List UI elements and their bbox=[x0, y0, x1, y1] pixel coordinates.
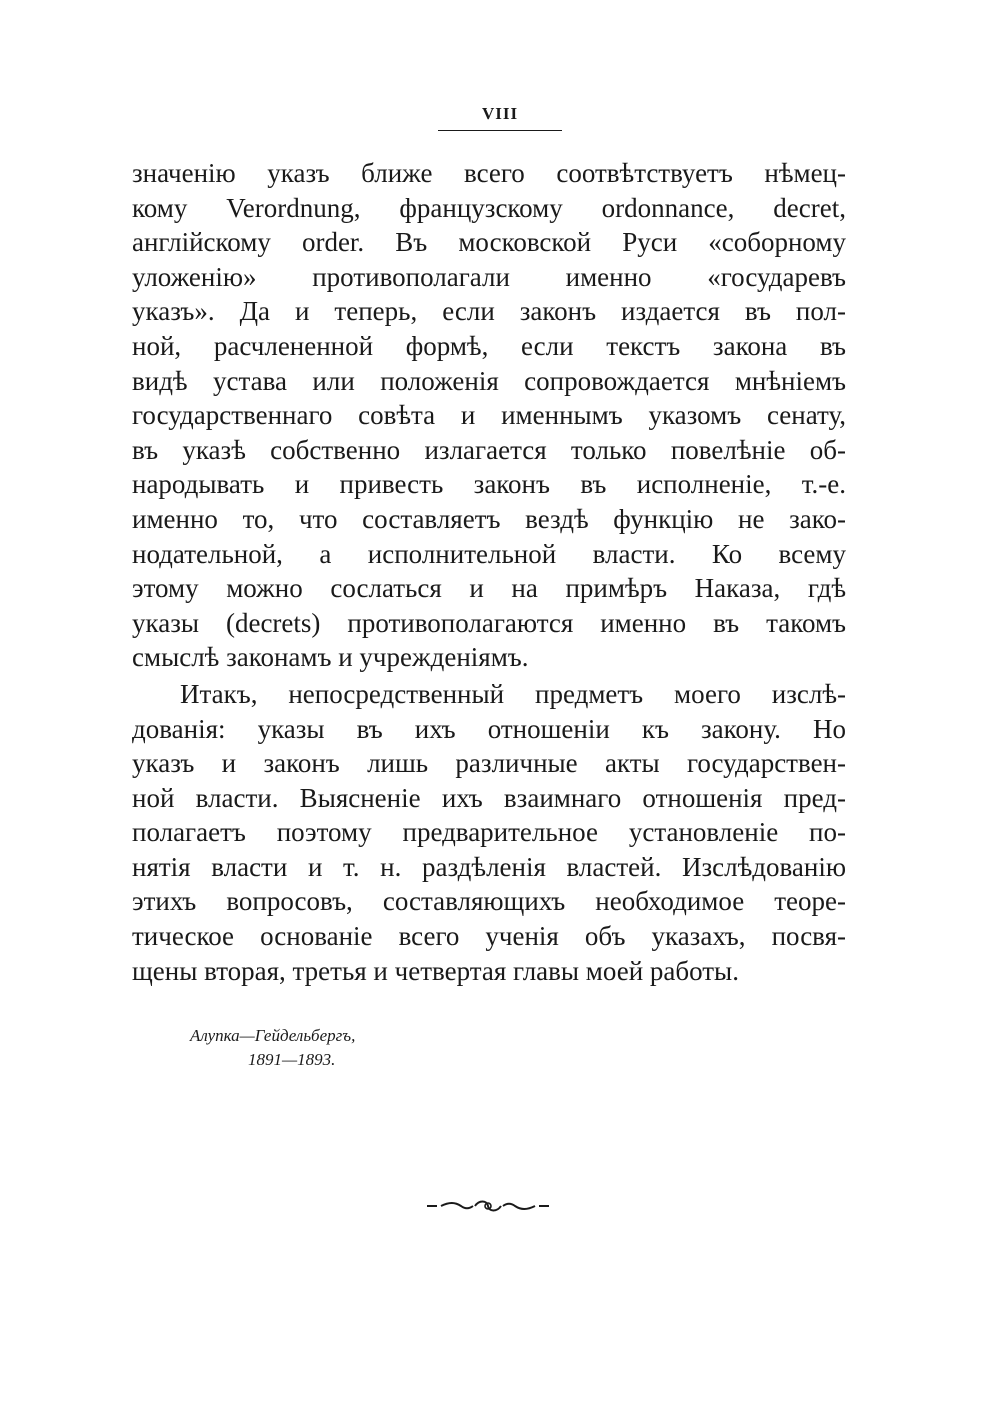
header-rule bbox=[438, 130, 562, 131]
text-line: нодательной, а исполнительной власти. Ко всему bbox=[132, 538, 846, 569]
text-line: видѣ устава или положенія сопровождается мнѣніемъ bbox=[132, 365, 846, 396]
body-text bbox=[132, 156, 846, 988]
text-line: кому Verordnung, французскому ordonnance, decret, bbox=[132, 192, 846, 223]
text-line: указы (decrets) противополагаются именно въ такомъ bbox=[132, 607, 846, 638]
text-line: народывать и привесть законъ въ исполненіе, т.-е. bbox=[132, 469, 846, 500]
text-line: значенію указъ ближе всего соотвѣтствуетъ нѣмец- bbox=[132, 158, 846, 188]
text-line: полагаетъ поэтому предварительное установленіе по- bbox=[132, 817, 846, 848]
text-line: нятія власти и т. н. раздѣленія властей. Изслѣдованію bbox=[132, 851, 846, 882]
signature-place: Алупка—Гейдельбергъ, bbox=[190, 1026, 356, 1045]
text-line: смыслѣ законамъ и учрежденіямъ. bbox=[132, 642, 529, 673]
signature-block bbox=[190, 1024, 355, 1072]
text-line: Итакъ, непосредственный предметъ моего изслѣ- bbox=[180, 678, 846, 709]
text-line: этихъ вопросовъ, составляющихъ необходимое теоре- bbox=[132, 886, 846, 917]
text-line: въ указѣ собственно излагается только повелѣніе об- bbox=[132, 434, 846, 465]
text-line: именно то, что составляетъ вездѣ функцію не зако- bbox=[132, 503, 846, 534]
paragraph-2 bbox=[132, 677, 846, 988]
text-line: указъ и законъ лишь различные акты государствен- bbox=[132, 748, 846, 779]
text-line: уложенію» противополагали именно «государевъ bbox=[132, 261, 846, 292]
text-line: дованія: указы въ ихъ отношеніи къ закону. Но bbox=[132, 713, 846, 744]
text-line: щены вторая, третья и четвертая главы моей работы. bbox=[132, 955, 739, 986]
text-line: ной власти. Выясненіе ихъ взаимнаго отношенія пред- bbox=[132, 782, 846, 813]
page-number: VIII bbox=[481, 104, 519, 123]
paragraph-1 bbox=[132, 156, 846, 675]
text-line: государственнаго совѣта и именнымъ указомъ сенату, bbox=[132, 400, 846, 431]
text-line: указъ». Да и теперь, если законъ издается въ пол- bbox=[132, 296, 846, 327]
tailpiece-ornament-icon bbox=[425, 1196, 551, 1216]
page-header bbox=[420, 104, 580, 131]
text-line: этому можно сослаться и на примѣръ Наказа, гдѣ bbox=[132, 573, 846, 604]
text-line: ной, расчлененной формѣ, если текстъ закона въ bbox=[132, 330, 846, 361]
signature-years: 1891—1893. bbox=[248, 1050, 336, 1069]
text-line: тическое основаніе всего ученія объ указахъ, посвя- bbox=[132, 921, 846, 952]
text-line: англійскому order. Въ московской Руси «соборному bbox=[132, 227, 846, 258]
